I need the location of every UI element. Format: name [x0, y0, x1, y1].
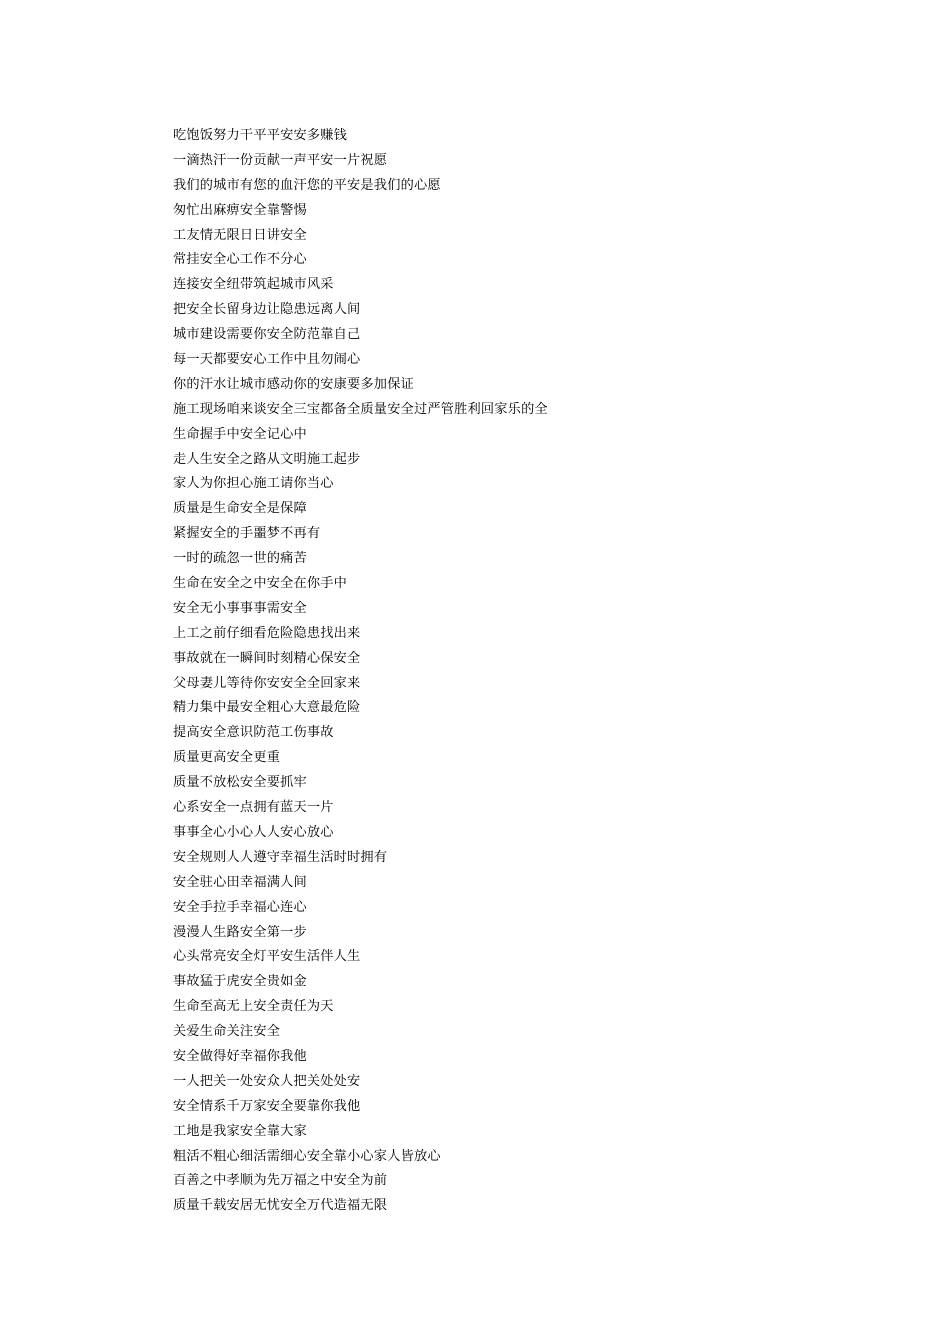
slogan-line: 粗活不粗心细活需细心安全靠小心家人皆放心 — [173, 1148, 441, 1164]
slogan-line: 常挂安全心工作不分心 — [173, 252, 307, 268]
slogan-line: 生命至高无上安全责任为天 — [173, 999, 334, 1015]
slogan-line: 质量千载安居无忧安全万代造福无限 — [173, 1198, 388, 1214]
slogan-line: 安全驻心田幸福满人间 — [173, 874, 307, 890]
slogan-line: 提高安全意识防范工伤事故 — [173, 725, 334, 741]
slogan-line: 吃饱饭努力干平平安安多赚钱 — [173, 128, 348, 143]
slogan-line: 生命握手中安全记心中 — [173, 426, 307, 442]
slogan-list — [173, 124, 873, 1219]
slogan-line: 上工之前仔细看危险隐患找出来 — [173, 625, 361, 641]
slogan-line: 关爱生命关注安全 — [173, 1024, 281, 1040]
slogan-line: 把安全长留身边让隐患远离人间 — [173, 302, 361, 318]
slogan-line: 走人生安全之路从文明施工起步 — [173, 451, 361, 467]
slogan-line: 安全做得好幸福你我他 — [173, 1048, 307, 1064]
slogan-line: 施工现场咱来谈安全三宝都备全质量安全过严管胜利回家乐的全 — [173, 401, 548, 417]
slogan-line: 工友情无限日日讲安全 — [173, 227, 307, 243]
slogan-line: 我们的城市有您的血汗您的平安是我们的心愿 — [173, 177, 441, 193]
slogan-line: 一滴热汗一份贡献一声平安一片祝愿 — [173, 152, 388, 168]
slogan-line: 质量不放松安全要抓牢 — [173, 775, 307, 791]
slogan-line: 父母妻儿等待你安安全全回家来 — [173, 675, 361, 691]
slogan-line: 质量更高安全更重 — [173, 750, 281, 766]
slogan-line: 漫漫人生路安全第一步 — [173, 924, 307, 940]
slogan-line: 安全无小事事事需安全 — [173, 600, 307, 616]
slogan-line: 精力集中最安全粗心大意最危险 — [173, 700, 361, 716]
slogan-line: 一时的疏忽一世的痛苦 — [173, 551, 307, 567]
slogan-line: 质量是生命安全是保障 — [173, 501, 307, 517]
slogan-line: 百善之中孝顺为先万福之中安全为前 — [173, 1173, 388, 1189]
slogan-line: 家人为你担心施工请你当心 — [173, 476, 334, 492]
slogan-line: 一人把关一处安众人把关处处安 — [173, 1073, 361, 1089]
slogan-line: 心头常亮安全灯平安生活伴人生 — [173, 949, 361, 965]
slogan-line: 生命在安全之中安全在你手中 — [173, 576, 348, 592]
slogan-line: 安全情系千万家安全要靠你我他 — [173, 1098, 361, 1114]
slogan-line: 你的汗水让城市感动你的安康要多加保证 — [173, 376, 414, 392]
slogan-line: 事故猛于虎安全贵如金 — [173, 974, 307, 990]
slogan-line: 匆忙出麻痹安全靠警惕 — [173, 202, 307, 218]
slogan-line: 心系安全一点拥有蓝天一片 — [173, 800, 334, 816]
slogan-line: 连接安全纽带筑起城市风采 — [173, 277, 334, 293]
slogan-line: 工地是我家安全靠大家 — [173, 1123, 307, 1139]
slogan-line: 事故就在一瞬间时刻精心保安全 — [173, 650, 361, 666]
slogan-line: 安全手拉手幸福心连心 — [173, 899, 307, 915]
slogan-line: 安全规则人人遵守幸福生活时时拥有 — [173, 849, 388, 865]
slogan-line: 事事全心小心人人安心放心 — [173, 824, 334, 840]
slogan-line: 城市建设需要你安全防范靠自己 — [173, 327, 361, 343]
slogan-line: 每一天都要安心工作中且勿闹心 — [173, 352, 361, 368]
slogan-line: 紧握安全的手噩梦不再有 — [173, 526, 321, 542]
